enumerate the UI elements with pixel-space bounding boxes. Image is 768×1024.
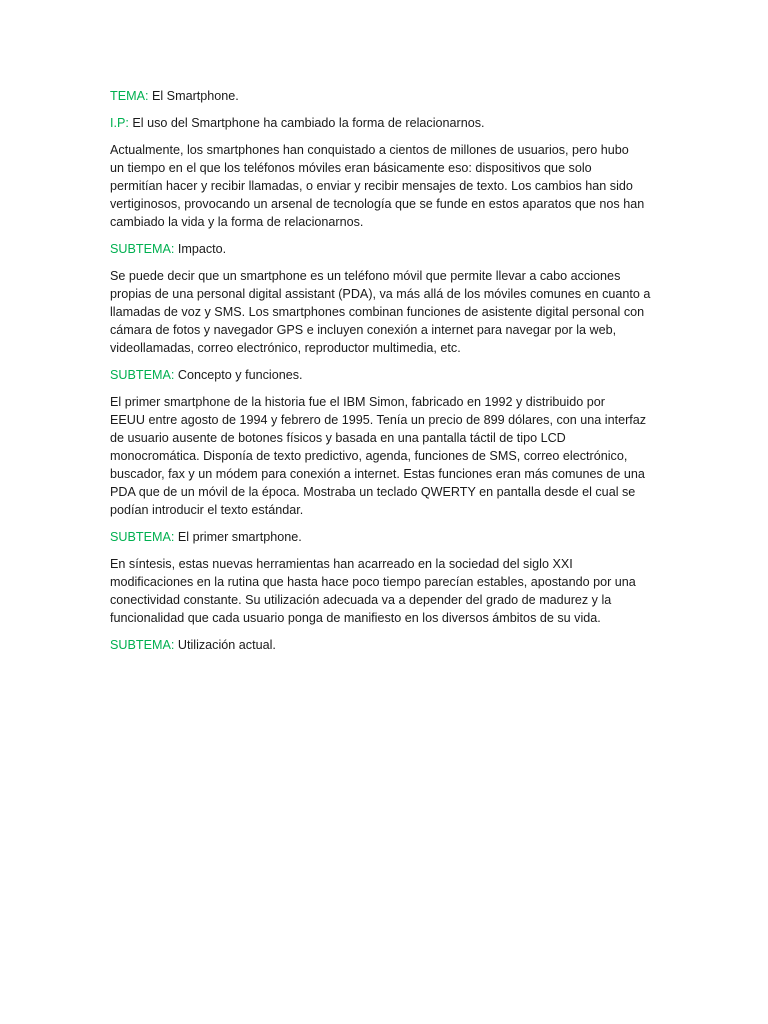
document-body xyxy=(110,87,662,663)
ip-line xyxy=(110,114,662,132)
paragraph-line: conectividad constante. Su utilización adecuada va a depender del grado de madurez y la xyxy=(110,593,612,607)
paragraph-impacto xyxy=(110,267,662,357)
paragraph-line: buscador, fax y un módem para conexión a internet. Estas funciones eran más comunes de una xyxy=(110,467,645,481)
subtema-utilizacion-line xyxy=(110,636,662,654)
paragraph-line: Se puede decir que un smartphone es un teléfono móvil que permite llevar a cabo acciones xyxy=(110,269,621,283)
subtema-label: SUBTEMA: xyxy=(110,368,175,382)
paragraph-line: funcionalidad que cada usuario ponga de manifiesto en los diversos ámbitos de su vida. xyxy=(110,611,601,625)
subtema-impacto-line xyxy=(110,240,662,258)
paragraph-line: llamadas de voz y SMS. Los smartphones combinan funciones de asistente digital personal con xyxy=(110,305,645,319)
subtema-label: SUBTEMA: xyxy=(110,242,175,256)
paragraph-line: EEUU entre agosto de 1994 y febrero de 1995. Tenía un precio de 899 dólares, con una interfaz xyxy=(110,413,647,427)
paragraph-concepto xyxy=(110,393,662,519)
paragraph-line: permitían hacer y recibir llamadas, o enviar y recibir mensajes de texto. Los cambios han sido xyxy=(110,179,633,193)
paragraph-line: cámara de fotos y navegador GPS e incluyen conexión a internet para navegar por la web, xyxy=(110,323,617,337)
paragraph-line: de usuario ausente de botones físicos y basada en una pantalla táctil de tipo LCD xyxy=(110,431,566,445)
paragraph-line: videollamadas, correo electrónico, reproductor multimedia, etc. xyxy=(110,341,461,355)
paragraph-line: vertiginosos, provocando un arsenal de tecnología que se funde en estos aparatos que nos han xyxy=(110,197,645,211)
ip-label: I.P: xyxy=(110,116,129,130)
paragraph-line: podían introducir el texto estándar. xyxy=(110,503,304,517)
paragraph-line: En síntesis, estas nuevas herramientas han acarreado en la sociedad del siglo XXI xyxy=(110,557,573,571)
ip-text: El uso del Smartphone ha cambiado la forma de relacionarnos. xyxy=(128,116,485,130)
tema-line xyxy=(110,87,662,105)
paragraph-line: un tiempo en el que los teléfonos móviles eran básicamente eso: dispositivos que solo xyxy=(110,161,592,175)
subtema-text: El primer smartphone. xyxy=(174,530,302,544)
paragraph-line: cambiado la vida y la forma de relacionarnos. xyxy=(110,215,364,229)
paragraph-intro xyxy=(110,141,662,231)
subtema-label: SUBTEMA: xyxy=(110,530,175,544)
tema-text: El Smartphone. xyxy=(148,89,239,103)
subtema-primer-line xyxy=(110,528,662,546)
paragraph-line: monocromática. Disponía de texto predictivo, agenda, funciones de SMS, correo electrónico, xyxy=(110,449,628,463)
paragraph-sintesis xyxy=(110,555,662,627)
tema-label: TEMA: xyxy=(110,89,149,103)
subtema-concepto-line xyxy=(110,366,662,384)
paragraph-line: Actualmente, los smartphones han conquistado a cientos de millones de usuarios, pero hubo xyxy=(110,143,629,157)
subtema-text: Utilización actual. xyxy=(174,638,276,652)
paragraph-line: El primer smartphone de la historia fue el IBM Simon, fabricado en 1992 y distribuido por xyxy=(110,395,605,409)
subtema-label: SUBTEMA: xyxy=(110,638,175,652)
subtema-text: Impacto. xyxy=(174,242,227,256)
subtema-text: Concepto y funciones. xyxy=(174,368,303,382)
paragraph-line: PDA que de un móvil de la época. Mostraba un teclado QWERTY en pantalla desde el cual se xyxy=(110,485,636,499)
paragraph-line: modificaciones en la rutina que hasta hace poco tiempo parecían estables, apostando por una xyxy=(110,575,636,589)
paragraph-line: propias de una personal digital assistant (PDA), va más allá de los móviles comunes en cuanto a xyxy=(110,287,651,301)
